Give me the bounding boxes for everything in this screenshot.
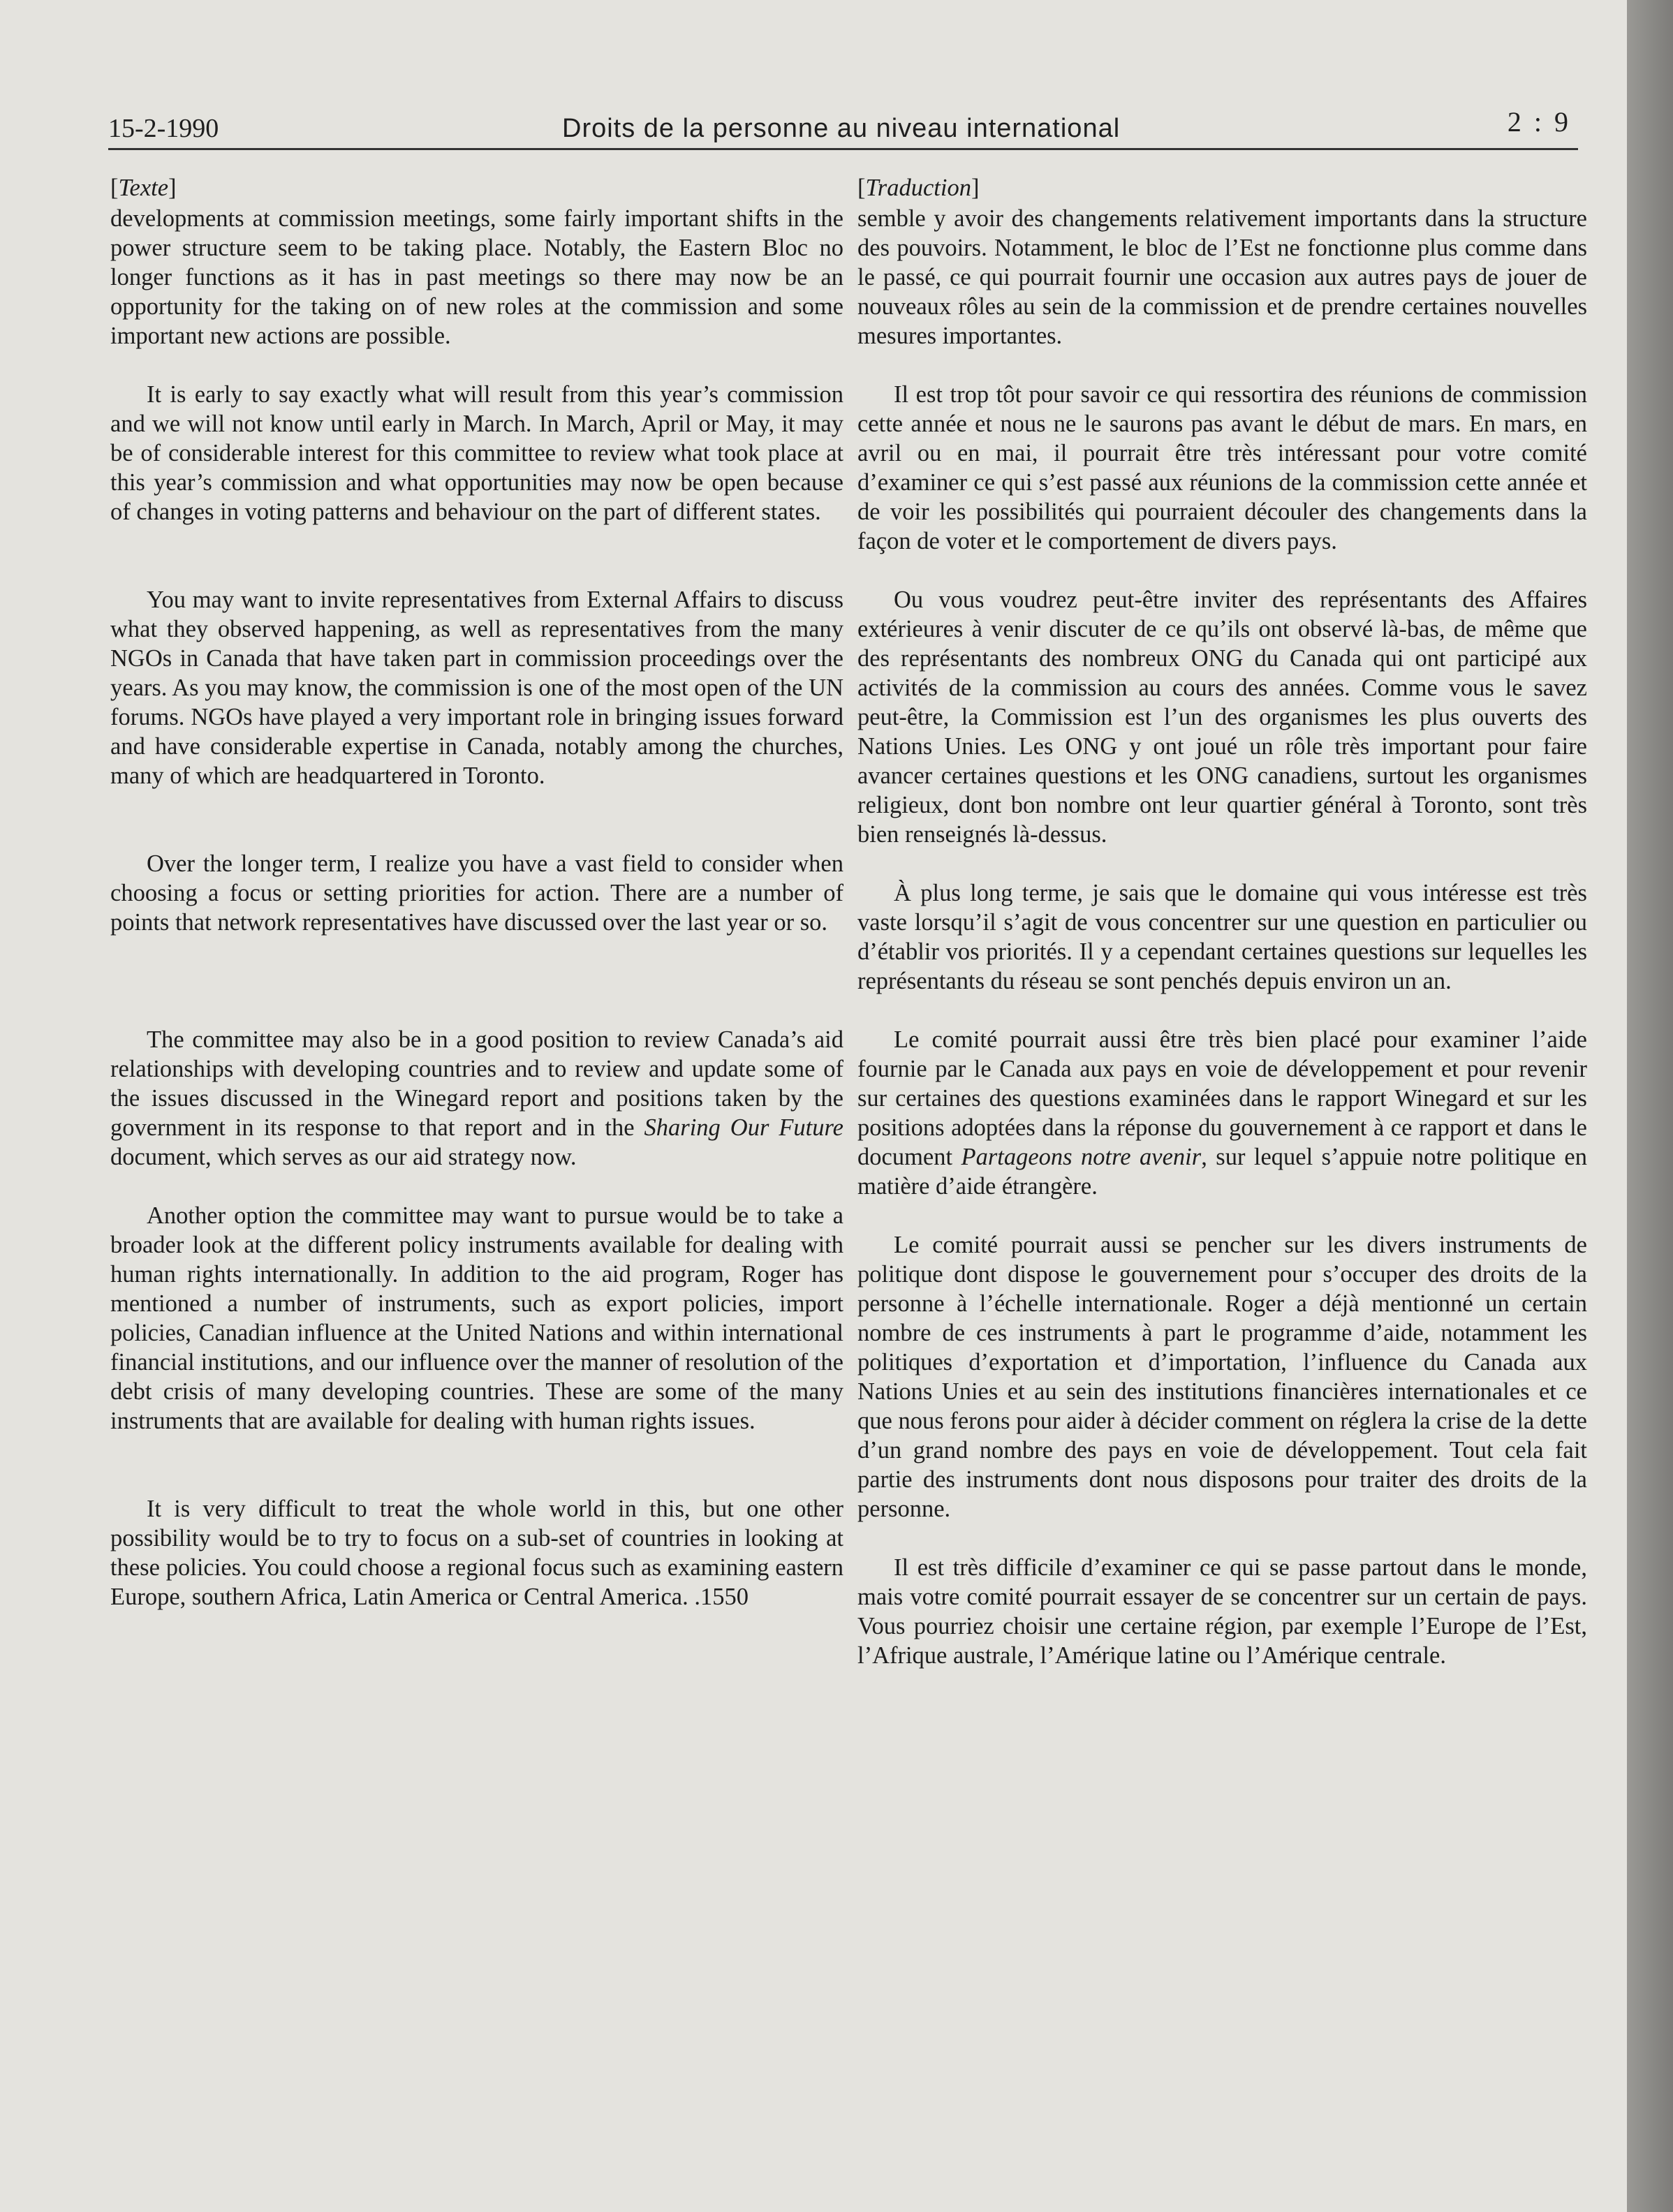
paragraph: developments at commission meetings, some fairly important shifts in the power structure seem to be taking place. Notably, the Eastern Bloc no longer functions as it has in past meetings so there may now be an opportunity for the taking on of new roles at the commission and some important new actions are possible.	[110, 205, 843, 349]
column-label-text: Traduction	[865, 175, 971, 201]
english-column	[110, 173, 843, 1612]
paragraph-text: document, which serves as our aid strategy now.	[110, 1144, 577, 1170]
paragraph: You may want to invite representatives from External Affairs to discuss what they observed happening, as well as representatives from the many NGOs in Canada that have taken part in commission proceedings over the years. As you may know, the commission is one of the most open of the UN forums. NGOs have played a very important role in bringing issues forward and have considerable expertise in Canada, notably among the churches, many of which are headquartered in Toronto.	[110, 587, 843, 789]
paragraph: À plus long terme, je sais que le domaine qui vous intéresse est très vaste lorsqu’il s’agit de vous concentrer sur une question en particulier ou d’établir vos priorités. Il y a cependant certaines questions sur lequelles les représentants du réseau se sont penchés depuis environ un an.	[857, 880, 1587, 994]
page-edge	[1627, 0, 1673, 2212]
paragraph-text: Le comité pourrait aussi être très bien placé pour examiner l’aide fournie par le Canada aux pays en voie de développement et pour revenir sur certaines des questions examinées dans le rapport Winegard et sur les positions adoptées dans la réponse du gouvernement à ce rapport et dans le document	[857, 1026, 1587, 1170]
column-label-traduction: [Traduction]	[857, 175, 980, 201]
column-label-texte: [Texte]	[110, 175, 177, 201]
header-date: 15-2-1990	[108, 114, 219, 143]
page-header	[108, 105, 1578, 150]
paragraph: Le comité pourrait aussi se pencher sur les divers instruments de politique dont dispose le gouvernement pour s’occuper des droits de la personne à l’échelle internationale. Roger a déjà mentionné un certain nombre de ces instruments à part le programme d’aide, notamment les politiques d’exportation et d’importation, l’influence du Canada aux Nations Unies et au sein des institutions financières internationales et ce que nous ferons pour aider à décider comment on réglera la crise de la dette d’un grand nombre des pays en voie de développement. Tout cela fait partie des instruments dont nous disposons pour traiter des droits de la personne.	[857, 1232, 1587, 1522]
paragraph	[857, 1025, 1587, 1201]
paragraph-text: The committee may also be in a good position to review Canada’s aid relationships with developing countries and to review and update some of the issues discussed in the Winegard report and positions taken by the government in its response to that report and in the	[110, 1026, 843, 1141]
paragraph: It is very difficult to treat the whole world in this, but one other possibility would be to try to focus on a sub-set of countries in looking at these policies. You could choose a regional focus such as examining eastern Europe, southern Africa, Latin America or Central America. .1550	[110, 1496, 843, 1610]
paragraph: Ou vous voudrez peut-être inviter des représentants des Affaires extérieures à venir discuter de ce qu’ils ont observé là-bas, de même que des représentants des nombreux ONG du Canada qui ont participé aux activités de la commission au cours des années. Comme vous le savez peut-être, la Commission est l’un des organismes les plus ouverts des Nations Unies. Les ONG y ont joué un rôle très important pour faire avancer certaines questions et les ONG canadiens, surtout les organismes religieux, dont bon nombre ont leur quartier général à Toronto, sont très bien renseignés là-dessus.	[857, 587, 1587, 848]
column-label-text: Texte	[118, 175, 169, 201]
paragraph: It is early to say exactly what will result from this year’s commission and we will not know until early in March. In March, April or May, it may be of considerable interest for this committee to review what took place at this year’s commission and what opportunities may now be open because of changes in voting patterns and behaviour on the part of different states.	[110, 381, 843, 525]
paragraph: Il est très difficile d’examiner ce qui se passe partout dans le monde, mais votre comité pourrait essayer de se concentrer sur un certain de pays. Vous pourriez choisir une certaine région, par exemple l’Europe de l’Est, l’Afrique australe, l’Amérique latine ou l’Amérique centrale.	[857, 1554, 1587, 1669]
paragraph: Over the longer term, I realize you have a vast field to consider when choosing a focus or setting priorities for action. There are a number of points that network representatives have discussed over the last year or so.	[110, 850, 843, 936]
header-title: Droits de la personne au niveau international	[562, 114, 1121, 143]
paragraph: Il est trop tôt pour savoir ce qui ressortira des réunions de commission cette année et nous ne le saurons pas avant le début de mars. En mars, en avril ou en mai, il pourrait être très intéressant pour votre comité d’examiner ce qui s’est passé aux réunions de la commission cette année et de voir les possibilités qui pourraient découler des changements dans la façon de voter et le comportement de divers pays.	[857, 381, 1587, 554]
header-page-number: 2 : 9	[1507, 106, 1571, 138]
paragraph-text: , sur lequel s’appuie notre politique en matière d’aide étrangère.	[857, 1144, 1587, 1200]
paragraph	[110, 1025, 843, 1172]
document-title: Partageons notre avenir	[961, 1144, 1202, 1170]
paragraph: Another option the committee may want to pursue would be to take a broader look at the different policy instruments available for dealing with human rights internationally. In addition to the aid program, Roger has mentioned a number of instruments, such as export policies, import policies, Canadian influence at the United Nations and within international financial institutions, and our influence over the manner of resolution of the debt crisis of many developing countries. These are some of the many instruments that are available for dealing with human rights issues.	[110, 1202, 843, 1434]
paragraph: semble y avoir des changements relativement importants dans la structure des pouvoirs. Notamment, le bloc de l’Est ne fonctionne plus comme dans le passé, ce qui pourrait fournir une occasion aux autres pays de jouer de nouveaux rôles au sein de la commission et de prendre certaines nouvelles mesures importantes.	[857, 205, 1587, 349]
document-title: Sharing Our Future	[644, 1114, 843, 1141]
french-column	[857, 173, 1587, 1670]
